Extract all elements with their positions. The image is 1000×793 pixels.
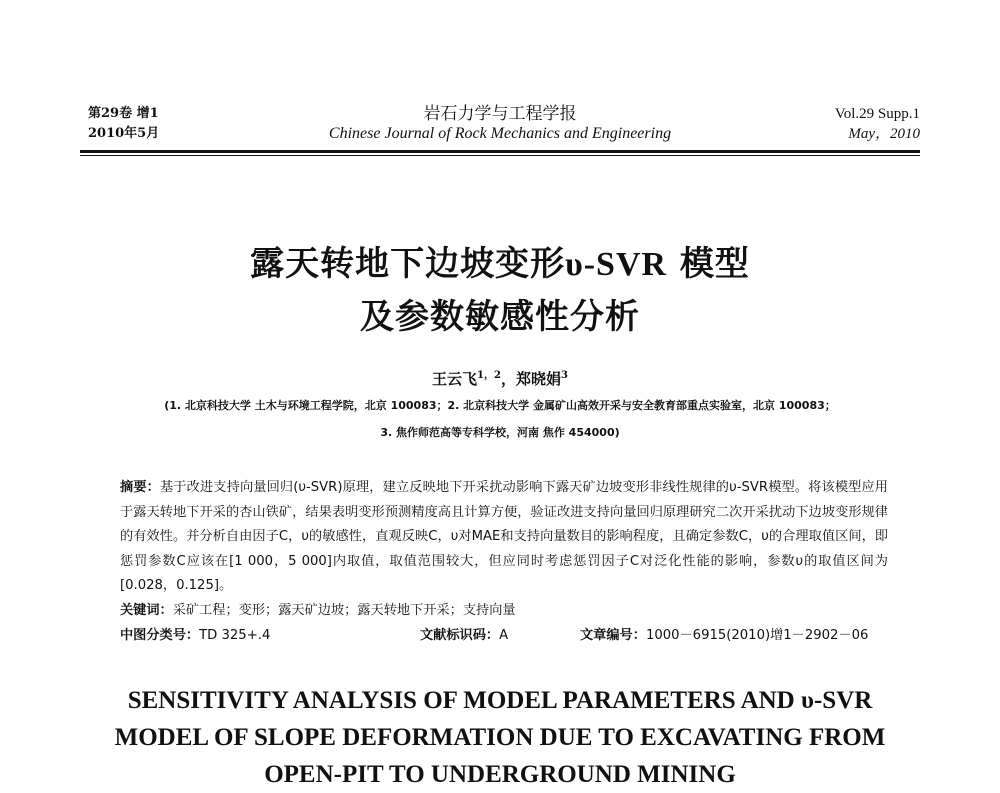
clc-number: 中图分类号：TD 325+.4	[120, 628, 271, 643]
header-rule-thin	[80, 155, 920, 156]
title-line-2: 及参数敏感性分析	[360, 297, 640, 337]
english-title-line-1: SENSITIVITY ANALYSIS OF MODEL PARAMETERS AND υ-SVR	[127, 687, 873, 714]
header-rule-thick	[80, 150, 920, 153]
abstract-text: 基于改进支持向量回归(υ-SVR)原理，建立反映地下开采扰动影响下露天矿边坡变形非线性规律的υ-SVR模型。将该模型应用于露天转地下开采的杏山铁矿，结果表明变形预测精度高且计算方便，验证改进支持向量回归原理研究二次开采扰动下边坡变形规律的有效性。并分析自由因子C，υ的敏感性，直观反映C，υ对MAE和支持向量数目的影响程度，且确定参数C，υ的合理取值区间，即惩罚参数C应该在[1 000，5 000]内取值，取值范围较大，但应同时考虑惩罚因子C对泛化性能的影响，参数υ的取值区间为[0.028，0.125]。	[120, 480, 888, 593]
abstract	[120, 476, 888, 599]
author-list: 王云飞$^{1,2}$，郑晓娟$^3$	[432, 370, 568, 388]
volume-cn: 第29卷 增1	[88, 106, 159, 121]
author-2: 郑晓娟	[515, 370, 561, 388]
english-title-line-3: OPEN-PIT TO UNDERGROUND MINING	[264, 761, 736, 788]
affiliation-line-1: (1. 北京科技大学 土木与环境工程学院，北京 100083；2. 北京科技大学 金属矿山高效开采与安全教育部重点实验室，北京 100083；	[164, 399, 836, 412]
date-cn: 2010年5月	[88, 126, 160, 141]
keywords	[120, 599, 516, 623]
journal-header-right	[835, 104, 920, 144]
abstract-label: 摘要：	[120, 480, 160, 495]
author-2-affil: 3	[561, 370, 568, 381]
keywords-label: 关键词：	[120, 603, 173, 618]
affiliation-line-2: 3. 焦作师范高等专科学校，河南 焦作 454000)	[380, 426, 620, 439]
title-line-1: 露天转地下边坡变形υ-SVR 模型	[250, 244, 750, 284]
journal-name-en: Chinese Journal of Rock Mechanics and Engineering	[328, 125, 672, 142]
english-title	[0, 682, 1000, 793]
title-symbol: υ-SVR	[565, 246, 668, 283]
date-en: May，2010	[848, 126, 920, 142]
journal-name-cn: 岩石力学与工程学报	[423, 104, 577, 124]
document-code: 文献标识码：A	[420, 628, 509, 643]
keywords-text: 采矿工程；变形；露天矿边坡；露天转地下开采；支持向量	[172, 603, 516, 618]
volume-en: Vol.29 Supp.1	[834, 106, 920, 122]
article-number: 文章编号：1000－6915(2010)增1－2902－06	[580, 628, 869, 643]
paper-title	[0, 238, 1000, 343]
author-1: 王云飞	[432, 370, 478, 388]
english-title-line-2: MODEL OF SLOPE DEFORMATION DUE TO EXCAVATING FROM	[114, 724, 886, 751]
author-1-affil: 1，2	[477, 370, 501, 381]
